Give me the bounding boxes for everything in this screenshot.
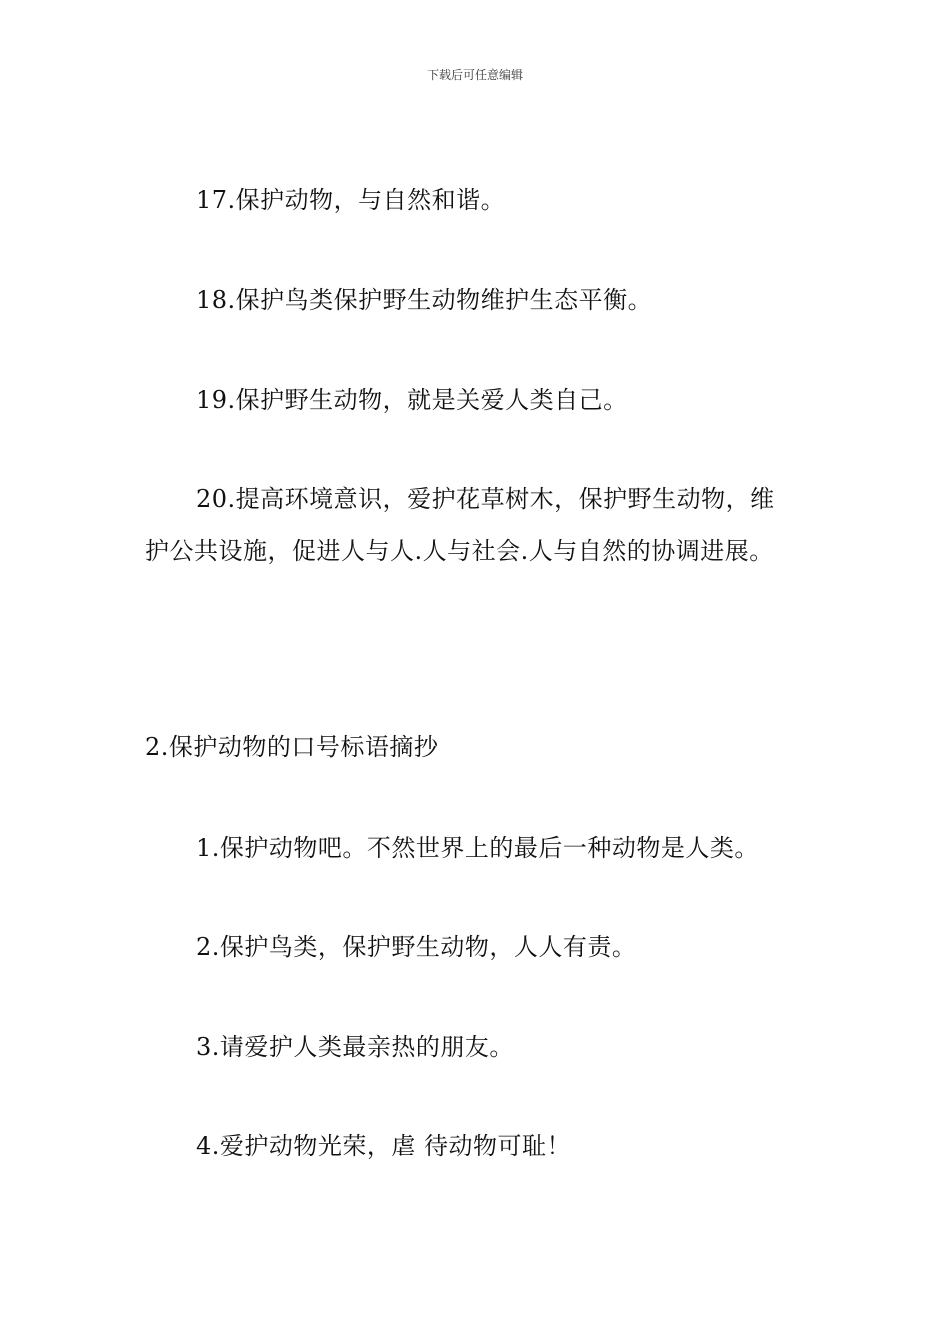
list-item-continuation: 护公共设施，促进人与人.人与社会.人与自然的协调进展。 <box>145 537 774 565</box>
list-item: 18.保护鸟类保护野生动物维护生态平衡。 <box>196 286 653 314</box>
section-heading: 2.保护动物的口号标语摘抄 <box>145 733 439 761</box>
page-header: 下载后可任意编辑 <box>426 68 523 82</box>
list-item: 1.保护动物吧。不然世界上的最后一种动物是人类。 <box>196 834 759 862</box>
list-item: 17.保护动物，与自然和谐。 <box>196 186 506 214</box>
list-item: 2.保护鸟类，保护野生动物，人人有责。 <box>196 933 637 961</box>
list-item: 20.提高环境意识，爱护花草树木，保护野生动物，维 <box>196 485 775 513</box>
list-item: 3.请爱护人类最亲热的朋友。 <box>196 1033 514 1061</box>
list-item: 4.爱护动物光荣，虐 待动物可耻！ <box>196 1132 572 1160</box>
list-item: 19.保护野生动物，就是关爱人类自己。 <box>196 386 628 414</box>
